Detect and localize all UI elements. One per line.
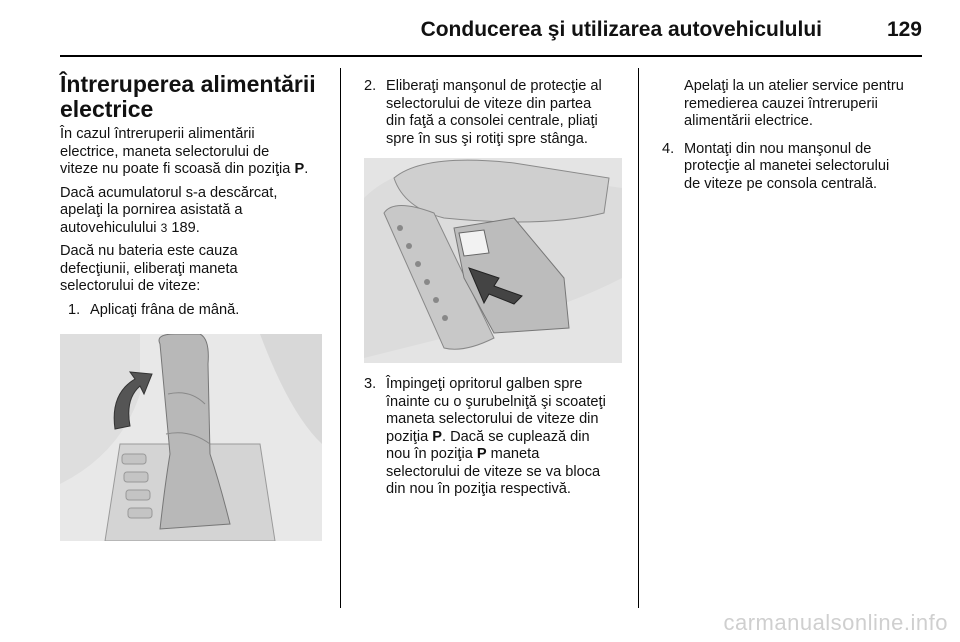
column-divider-2 <box>638 68 639 608</box>
header-title: Conducerea şi utilizarea autovehiculului <box>420 18 822 41</box>
column-3 <box>662 78 932 199</box>
column-divider-1 <box>340 68 341 608</box>
paragraph-release <box>60 243 332 296</box>
text-line: defecţiunii, eliberaţi maneta <box>60 260 238 277</box>
column-1 <box>60 72 332 325</box>
step-4 <box>662 141 932 194</box>
paragraph-battery <box>60 185 332 238</box>
page-header <box>60 18 922 52</box>
page-reference-icon[interactable]: 3 <box>160 220 168 235</box>
step-text: Montaţi din nou manşonul de <box>684 140 872 157</box>
page-number: 129 <box>886 18 922 41</box>
step-text: din nou în poziţia respectivă. <box>386 481 571 497</box>
step-number: 2. <box>364 78 377 94</box>
step-text: Eliberaţi manşonul de protecţie al <box>386 78 602 94</box>
step-text: de viteze pe consola centrală. <box>684 175 878 192</box>
step-text: protecţie al manetei selectorului <box>684 158 890 174</box>
figure-gear-selector <box>60 334 322 541</box>
text-line: selectorului de viteze: <box>60 278 201 294</box>
step-number: 1. <box>68 301 81 318</box>
step-text: maneta selectorului de viteze din <box>386 411 599 427</box>
gear-selector-illustration <box>60 334 322 541</box>
step-text: înainte cu o şurubelniţă şi scoateţi <box>386 393 606 410</box>
figure-console-boot <box>364 158 622 363</box>
position-p-label: P <box>294 161 305 177</box>
text-line: electrice, maneta selectorului de <box>60 143 270 160</box>
text-line: Dacă nu bateria este cauza <box>60 243 238 259</box>
step-text: din faţă a consolei centrale, pliaţi <box>386 113 598 129</box>
section-title-line: Întreruperea alimentării <box>60 71 316 97</box>
step-text: Aplicaţi frâna de mână. <box>90 301 240 318</box>
step-text: selectorului de viteze din partea <box>386 95 592 112</box>
step-text: remedierea cauzei întreruperii <box>684 95 878 112</box>
step-text: nou în poziţia <box>386 446 477 462</box>
step-number: 3. <box>364 376 377 392</box>
step-1 <box>68 302 332 320</box>
step-text: Împingeţi opritorul galben spre <box>386 376 583 392</box>
section-title-line: electrice <box>60 96 154 122</box>
text-line: Dacă acumulatorul s-a descărcat, <box>60 184 278 201</box>
text-line: autovehiculului <box>60 219 161 236</box>
column-2-lower <box>364 376 639 505</box>
step-text: selectorului de viteze se va bloca <box>386 463 601 480</box>
step-2 <box>364 78 634 148</box>
header-rule <box>60 55 922 57</box>
step-3-continued <box>662 78 932 131</box>
section-title <box>60 72 332 122</box>
text-line: . <box>304 161 309 177</box>
step-text: poziţia <box>386 428 433 445</box>
step-number: 4. <box>662 140 675 157</box>
step-text: maneta <box>486 446 540 462</box>
paragraph-power-failure <box>60 126 332 179</box>
watermark: carmanualsonline.info <box>723 610 948 635</box>
step-3 <box>364 376 639 499</box>
position-p-label: P <box>432 428 442 445</box>
step-text: alimentării electrice. <box>684 113 813 129</box>
text-line: apelaţi la pornirea asistată a <box>60 202 243 218</box>
step-text: Apelaţi la un atelier service pentru <box>684 78 904 94</box>
console-boot-illustration <box>364 158 622 363</box>
text-line: viteze nu poate fi scoasă din poziţia <box>60 161 295 177</box>
step-text: spre în sus şi rotiţi spre stânga. <box>386 130 588 147</box>
column-2 <box>364 78 634 154</box>
text-line: În cazul întreruperii alimentării <box>60 126 255 142</box>
page-reference[interactable]: 189. <box>167 219 200 236</box>
step-text: . Dacă se cuplează din <box>441 428 590 445</box>
position-p-label: P <box>476 446 487 462</box>
